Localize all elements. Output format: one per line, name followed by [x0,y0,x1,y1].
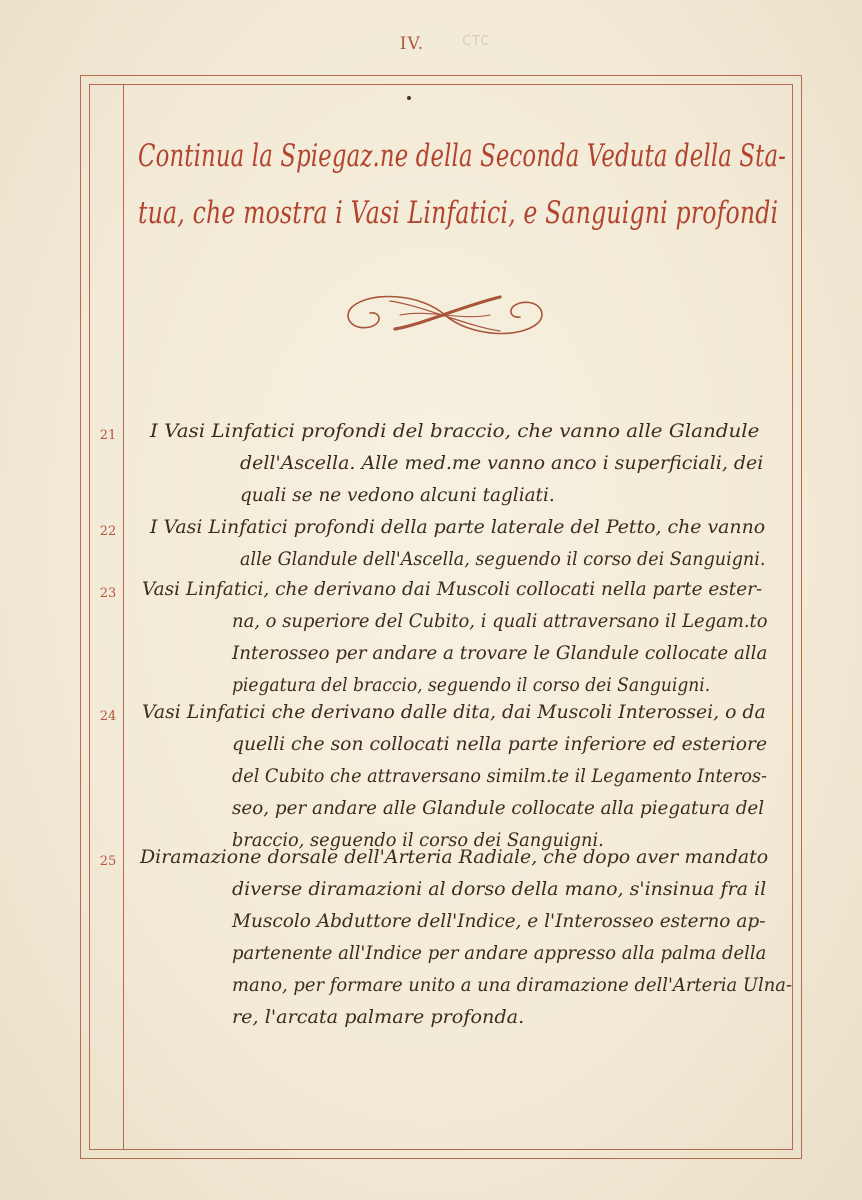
archive-mark: CTC [462,34,491,49]
title-line-2: tua, che mostra i Vasi Linfatici, e Sanguigni profondi [138,195,779,231]
entry-number: 21 [99,428,117,443]
entry-text-line: quali se ne vedono alcuni tagliati. [240,484,555,506]
margin-rule [123,84,124,1150]
page-number: IV. [399,34,425,54]
entry-text-line: seo, per andare alle Glandule collocate alla piegatura del [232,797,765,819]
entry-text-line: braccio, seguendo il corso dei Sanguigni. [232,829,604,851]
entry-text-line: quelli che son collocati nella parte inferiore ed esteriore [232,733,768,755]
entry-text-line: alle Glandule dell'Ascella, seguendo il corso dei Sanguigni. [240,548,766,570]
entry-text-line: diverse diramazioni al dorso della mano, s'insinua fra il [232,878,767,900]
entry-number: 25 [99,854,117,869]
title-line-1: Continua la Spiegaz.ne della Seconda Veduta della Sta- [138,138,787,174]
ink-dot [407,96,411,100]
entry-text-line: partenente all'Indice per andare appresso alla palma della [232,942,767,964]
entry-number: 23 [99,586,117,601]
entry-text-line: del Cubito che attraversano similm.te il Legamento Interos- [232,765,767,787]
calligraphic-flourish-icon [340,285,550,345]
entry-text-line: re, l'arcata palmare profonda. [232,1006,525,1028]
entry-text-line: dell'Ascella. Alle med.me vanno anco i superficiali, dei [240,452,764,474]
entry-text-line: Vasi Linfatici che derivano dalle dita, dai Muscoli Interossei, o da [142,701,766,723]
entry-text-line: Muscolo Abduttore dell'Indice, e l'Interosseo esterno ap- [232,910,766,932]
entry-text-line: piegatura del braccio, seguendo il corso dei Sanguigni. [232,674,711,696]
entry-text-line: I Vasi Linfatici profondi della parte laterale del Petto, che vanno [150,516,766,538]
entry-text-line: I Vasi Linfatici profondi del braccio, che vanno alle Glandule [150,420,760,442]
entry-number: 22 [99,524,117,539]
entry-text-line: Diramazione dorsale dell'Arteria Radiale, che dopo aver mandato [140,846,769,868]
entry-text-line: Vasi Linfatici, che derivano dai Muscoli collocati nella parte ester- [142,578,763,600]
entry-number: 24 [99,709,117,724]
entry-text-line: mano, per formare unito a una diramazione dell'Arteria Ulna- [232,974,793,996]
entry-text-line: Interosseo per andare a trovare le Glandule collocate alla [232,642,768,664]
entry-text-line: na, o superiore del Cubito, i quali attraversano il Legam.to [232,610,768,632]
